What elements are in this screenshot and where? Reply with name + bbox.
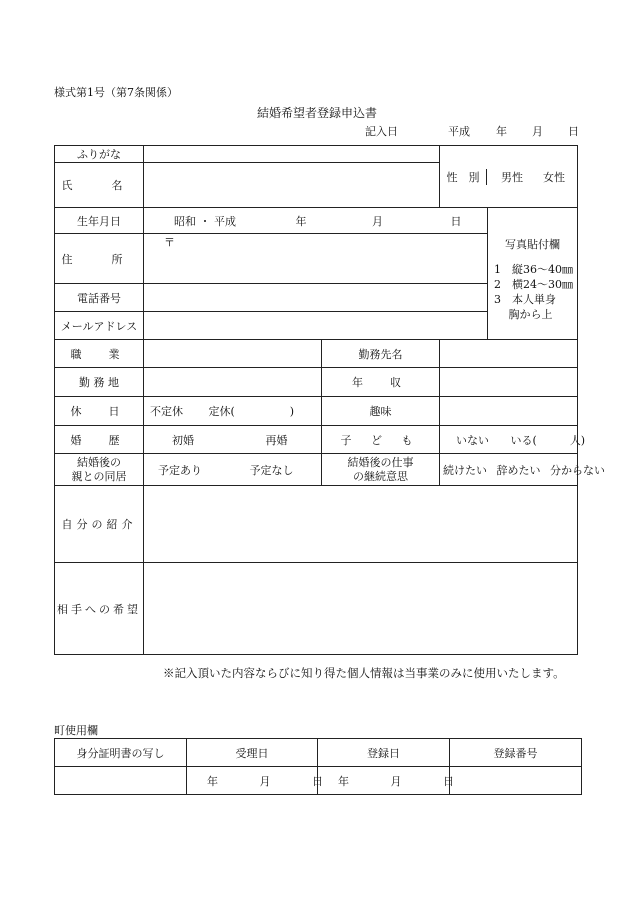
birth-day: 日 [450,214,462,228]
first-marriage-option[interactable]: 初婚 [172,433,194,447]
income-input[interactable] [440,368,578,397]
received-month: 月 [259,774,271,788]
form-title: 結婚希望者登録申込書 [257,106,378,120]
sex-option-male[interactable]: 男性 [501,170,523,184]
cohabit-not-planned-option[interactable]: 予定なし [249,463,294,477]
photo-box [488,208,578,340]
entry-date-day: 日 [568,125,579,138]
office-use-table [54,738,582,795]
photo-rule-3: 3 本人単身 [494,293,556,306]
employer-input[interactable] [440,340,578,368]
entry-date-label: 記入日 [365,125,398,138]
photo-rule-4: 胸から上 [494,308,553,321]
registered-day: 日 [443,774,454,788]
remarriage-option[interactable]: 再婚 [265,433,288,447]
photo-rule-1: 1 縦36～40㎜ [494,263,573,276]
sex-option-female[interactable]: 女性 [543,170,565,184]
form-number: 様式第1号（第7条関係） [54,86,178,99]
furigana-label: ふりがな [55,146,144,163]
photo-rule-2: 2 横24～30㎜ [494,278,573,291]
office-use-label: 町使用欄 [54,724,98,737]
birth-year: 年 [295,214,307,228]
holiday-field[interactable] [144,397,322,426]
name-input[interactable] [144,163,440,208]
cohabit-label-line2: 親との同居 [71,469,127,483]
office-header-registered: 登録日 [318,739,450,767]
office-header-received: 受理日 [187,739,318,767]
name-label: 氏 名 [55,163,144,208]
cohabit-label [55,454,144,486]
cohabit-label-line1: 結婚後の [77,455,121,469]
address-label: 住 所 [55,234,144,284]
phone-label: 電話番号 [55,284,144,312]
office-header-id-copy: 身分証明書の写し [55,739,187,767]
furigana-input[interactable] [144,146,440,163]
partner-wish-label: 相手への希望 [55,563,144,655]
entry-date-year: 年 [496,125,507,138]
children-none-option[interactable]: いない [456,433,489,447]
sex-label: 性 別 [440,169,487,185]
cohabit-field[interactable] [144,454,322,486]
marriage-history-field[interactable] [144,426,322,454]
income-label: 年 収 [322,368,440,397]
entry-date-month: 月 [532,125,543,138]
office-received-date[interactable] [187,767,323,795]
application-form-table [54,145,605,655]
work-place-input[interactable] [144,368,322,397]
office-id-copy-cell[interactable] [55,767,187,795]
cohabit-planned-option[interactable]: 予定あり [158,463,202,477]
occupation-input[interactable] [144,340,322,368]
postal-mark: 〒 [164,236,175,249]
entry-date-era: 平成 [448,125,470,138]
hobby-label: 趣味 [322,397,440,426]
work-continue-field[interactable] [440,454,605,486]
marriage-history-label: 婚 歴 [55,426,144,454]
self-intro-label: 自分の紹介 [55,486,144,563]
work-continue-label [322,454,440,486]
hobby-input[interactable] [440,397,578,426]
office-reg-number-cell[interactable] [450,767,582,795]
work-place-label: 勤 務 地 [55,368,144,397]
registered-year: 年 [338,774,349,788]
birthdate-field[interactable] [144,208,488,234]
received-year: 年 [207,774,218,788]
birth-month: 月 [372,214,383,228]
office-header-reg-number: 登録番号 [450,739,582,767]
email-input[interactable] [144,312,488,340]
work-continue-option[interactable]: 続けたい [443,463,487,477]
received-day: 日 [312,774,323,788]
photo-title: 写真貼付欄 [505,238,560,251]
self-intro-input[interactable] [144,486,578,563]
holiday-fixed: 定休( ) [208,405,295,418]
occupation-label: 職 業 [55,340,144,368]
birthdate-label: 生年月日 [55,208,144,234]
email-label: メールアドレス [55,312,144,340]
children-field[interactable] [440,426,586,454]
work-unknown-option[interactable]: 分からない [550,463,605,477]
employer-label: 勤務先名 [322,340,440,368]
privacy-note: ※記入頂いた内容ならびに知り得た個人情報は当事業のみに使用いたします。 [163,666,565,680]
children-label: 子 ど も [322,426,440,454]
work-continue-label-line1: 結婚後の仕事 [347,455,414,469]
sex-field [440,169,577,185]
partner-wish-input[interactable] [144,563,578,655]
phone-input[interactable] [144,284,488,312]
address-input[interactable] [144,234,488,284]
holiday-irregular: 不定休 [150,405,183,418]
birth-era-options: 昭和 ・ 平成 [174,214,236,228]
work-quit-option[interactable]: 辞めたい [496,463,541,477]
work-continue-label-line2: の継続意思 [353,469,408,483]
office-registered-date[interactable] [318,767,454,795]
registered-month: 月 [390,774,402,788]
children-have-option[interactable]: いる( 人) [510,433,586,447]
holiday-label: 休 日 [55,397,144,426]
